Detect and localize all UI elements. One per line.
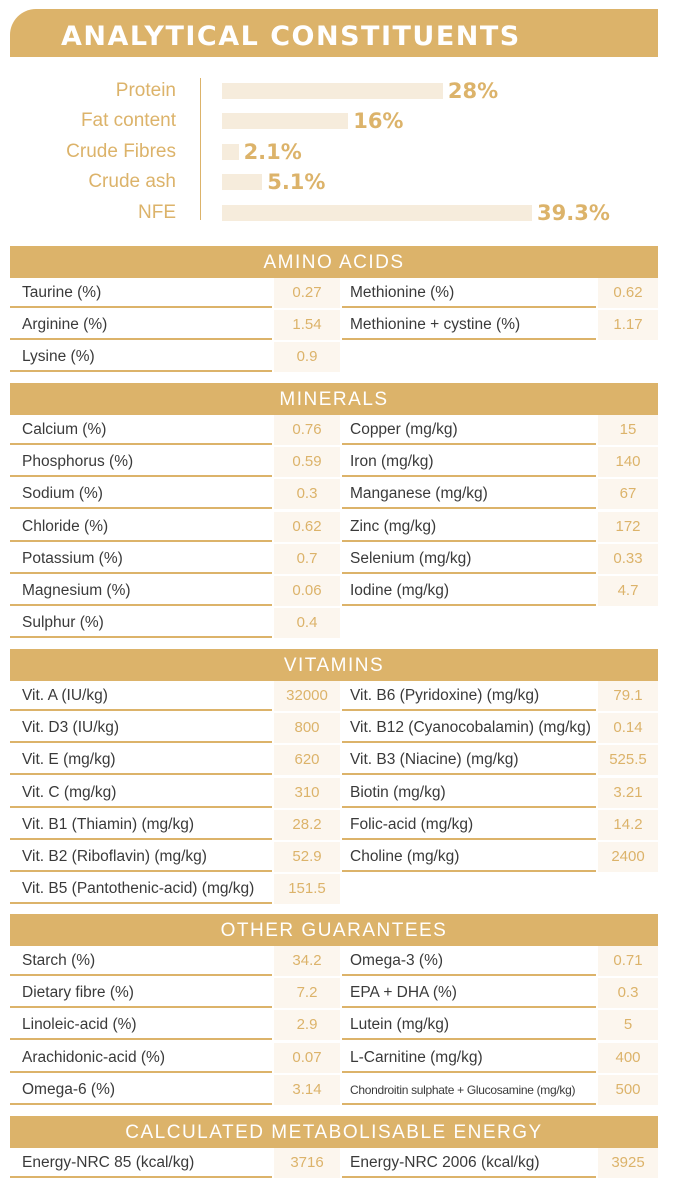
table-row [10, 544, 340, 576]
table-row [10, 479, 340, 511]
section-title: AMINO ACIDS [10, 246, 658, 278]
table-row [342, 1043, 658, 1075]
nutrient-value: 3.21 [598, 778, 658, 808]
nutrient-value: 0.27 [274, 278, 340, 308]
nutrient-label: Methionine (%) [342, 278, 596, 308]
nutrient-label: Lysine (%) [10, 342, 272, 372]
other-guarantees-section [10, 914, 658, 1098]
right-column [342, 415, 658, 608]
nutrient-value: 0.07 [274, 1043, 340, 1073]
table-row [342, 447, 658, 479]
chart-axis-line [200, 78, 201, 220]
section-title: CALCULATED METABOLISABLE ENERGY [10, 1116, 658, 1148]
table-row [342, 310, 658, 342]
table-row [10, 978, 340, 1010]
nutrient-value: 0.71 [598, 946, 658, 976]
nutrient-value: 3716 [274, 1148, 340, 1178]
table-row [10, 713, 340, 745]
nutrient-value: 172 [598, 512, 658, 542]
nutrient-value: 2400 [598, 842, 658, 872]
nutrient-label: Dietary fibre (%) [10, 978, 272, 1008]
nutrient-label: Iodine (mg/kg) [342, 576, 596, 606]
nutrient-value: 140 [598, 447, 658, 477]
left-column [10, 415, 340, 640]
nutrient-value: 525.5 [598, 745, 658, 775]
nutrient-label: Lutein (mg/kg) [342, 1010, 596, 1040]
nutrient-label: Arginine (%) [10, 310, 272, 340]
chart-category-label: Crude Fibres [66, 141, 176, 162]
nutrient-value: 79.1 [598, 681, 658, 711]
nutrient-value: 400 [598, 1043, 658, 1073]
nutrient-label: Chloride (%) [10, 512, 272, 542]
nutrient-label: Choline (mg/kg) [342, 842, 596, 872]
table-row [10, 608, 340, 640]
nutrient-value: 0.06 [274, 576, 340, 606]
nutrient-label: Magnesium (%) [10, 576, 272, 606]
table-row [10, 415, 340, 447]
nutrient-label: Biotin (mg/kg) [342, 778, 596, 808]
chart-data-label: 28% [447, 79, 499, 103]
table-row [10, 1075, 340, 1107]
nutrient-label: Sodium (%) [10, 479, 272, 509]
nutrient-label: Potassium (%) [10, 544, 272, 574]
table-row [10, 1148, 340, 1180]
page-title: ANALYTICAL CONSTITUENTS [61, 21, 521, 52]
table-row [342, 681, 658, 713]
section-title: VITAMINS [10, 649, 658, 681]
nutrient-value: 5 [598, 1010, 658, 1040]
nutrient-label: Vit. B1 (Thiamin) (mg/kg) [10, 810, 272, 840]
nutrient-value: 52.9 [274, 842, 340, 872]
nutrient-value: 0.3 [598, 978, 658, 1008]
left-column [10, 1148, 340, 1180]
table-row [10, 946, 340, 978]
nutrient-value: 67 [598, 479, 658, 509]
nutrient-value: 0.59 [274, 447, 340, 477]
table-row [342, 778, 658, 810]
table-row [342, 512, 658, 544]
table-row [10, 810, 340, 842]
nutrient-label: Methionine + cystine (%) [342, 310, 596, 340]
table-row [342, 278, 658, 310]
nutrient-label: Selenium (mg/kg) [342, 544, 596, 574]
right-column [342, 681, 658, 874]
chart-data-label: 39.3% [537, 201, 610, 225]
nutrient-label: Manganese (mg/kg) [342, 479, 596, 509]
table-row [342, 576, 658, 608]
nutrient-label: Vit. E (mg/kg) [10, 745, 272, 775]
left-column [10, 278, 340, 375]
nutrient-label: Omega-3 (%) [342, 946, 596, 976]
nutrient-value: 0.7 [274, 544, 340, 574]
nutrient-value: 0.62 [598, 278, 658, 308]
table-row [10, 745, 340, 777]
table-row [342, 1075, 658, 1107]
nutrient-label: Starch (%) [10, 946, 272, 976]
left-column [10, 946, 340, 1107]
nutrient-label: Vit. B3 (Niacine) (mg/kg) [342, 745, 596, 775]
chart-bar [222, 113, 348, 129]
table-row [342, 479, 658, 511]
chart-data-label: 16% [353, 109, 404, 133]
table-row [342, 544, 658, 576]
nutrient-value: 2.9 [274, 1010, 340, 1040]
nutrient-value: 500 [598, 1075, 658, 1105]
nutrient-value: 4.7 [598, 576, 658, 606]
nutrient-value: 0.3 [274, 479, 340, 509]
nutrient-value: 151.5 [274, 874, 340, 904]
table-row [342, 1010, 658, 1042]
nutrient-value: 0.9 [274, 342, 340, 372]
table-row [10, 842, 340, 874]
table-row [10, 447, 340, 479]
header-banner [10, 9, 658, 57]
nutrient-value: 0.4 [274, 608, 340, 638]
amino-acids-section [10, 246, 658, 366]
right-column [342, 278, 658, 342]
nutrient-label: Zinc (mg/kg) [342, 512, 596, 542]
minerals-section [10, 383, 658, 632]
table-row [10, 1010, 340, 1042]
nutrient-value: 620 [274, 745, 340, 775]
chart-bar [222, 144, 239, 160]
table-row [342, 1148, 658, 1180]
table-row [342, 946, 658, 978]
section-title: MINERALS [10, 383, 658, 415]
nutrient-value: 32000 [274, 681, 340, 711]
table-row [10, 778, 340, 810]
table-row [10, 342, 340, 374]
nutrient-value: 1.17 [598, 310, 658, 340]
table-row [10, 512, 340, 544]
nutrient-label: Copper (mg/kg) [342, 415, 596, 445]
table-row [342, 978, 658, 1010]
nutrient-value: 28.2 [274, 810, 340, 840]
chart-category-label: Fat content [80, 110, 176, 131]
chart-data-label: 5.1% [267, 170, 326, 194]
nutrient-value: 0.62 [274, 512, 340, 542]
chart-data-label: 2.1% [243, 140, 302, 164]
nutrient-value: 0.14 [598, 713, 658, 743]
nutrient-label: Linoleic-acid (%) [10, 1010, 272, 1040]
nutrient-value: 34.2 [274, 946, 340, 976]
table-row [10, 1043, 340, 1075]
table-row [342, 810, 658, 842]
right-column [342, 1148, 658, 1180]
nutrient-value: 7.2 [274, 978, 340, 1008]
table-row [10, 874, 340, 906]
nutrient-value: 800 [274, 713, 340, 743]
nutrient-value: 0.33 [598, 544, 658, 574]
nutrient-value: 1.54 [274, 310, 340, 340]
nutrient-label: Energy-NRC 85 (kcal/kg) [10, 1148, 272, 1178]
nutrient-value: 14.2 [598, 810, 658, 840]
nutrient-label: Chondroitin sulphate + Glucosamine (mg/kg) [342, 1075, 596, 1105]
chart-category-label: NFE [138, 202, 176, 223]
nutrient-label: Vit. B6 (Pyridoxine) (mg/kg) [342, 681, 596, 711]
left-column [10, 681, 340, 906]
chart-bar [222, 174, 262, 190]
chart-category-label: Crude ash [88, 171, 176, 192]
table-row [342, 713, 658, 745]
nutrient-label: Vit. C (mg/kg) [10, 778, 272, 808]
nutrient-label: Vit. D3 (IU/kg) [10, 713, 272, 743]
nutrient-label: Omega-6 (%) [10, 1075, 272, 1105]
nutrient-label: Vit. A (IU/kg) [10, 681, 272, 711]
nutrient-value: 0.76 [274, 415, 340, 445]
nutrient-value: 3925 [598, 1148, 658, 1178]
vitamins-section [10, 649, 658, 898]
nutrient-label: Phosphorus (%) [10, 447, 272, 477]
nutrient-label: Energy-NRC 2006 (kcal/kg) [342, 1148, 596, 1178]
chart-category-label: Protein [115, 80, 176, 101]
chart-bar [222, 205, 532, 221]
table-row [10, 310, 340, 342]
nutrient-label: Vit. B12 (Cyanocobalamin) (mg/kg) [342, 713, 596, 743]
table-row [10, 576, 340, 608]
nutrient-label: Vit. B2 (Riboflavin) (mg/kg) [10, 842, 272, 872]
nutrient-label: Folic-acid (mg/kg) [342, 810, 596, 840]
table-row [342, 415, 658, 447]
table-row [342, 842, 658, 874]
right-column [342, 946, 658, 1107]
nutrient-label: Arachidonic-acid (%) [10, 1043, 272, 1073]
nutrient-value: 15 [598, 415, 658, 445]
table-row [10, 681, 340, 713]
nutrient-label: Iron (mg/kg) [342, 447, 596, 477]
nutrient-label: EPA + DHA (%) [342, 978, 596, 1008]
energy-section [10, 1116, 658, 1171]
table-row [342, 745, 658, 777]
nutrient-label: L-Carnitine (mg/kg) [342, 1043, 596, 1073]
nutrient-label: Vit. B5 (Pantothenic-acid) (mg/kg) [10, 874, 272, 904]
chart-bar [222, 83, 443, 99]
section-title: OTHER GUARANTEES [10, 914, 658, 946]
nutrient-value: 3.14 [274, 1075, 340, 1105]
nutrient-label: Sulphur (%) [10, 608, 272, 638]
nutrient-label: Calcium (%) [10, 415, 272, 445]
table-row [10, 278, 340, 310]
nutrient-value: 310 [274, 778, 340, 808]
nutrient-label: Taurine (%) [10, 278, 272, 308]
